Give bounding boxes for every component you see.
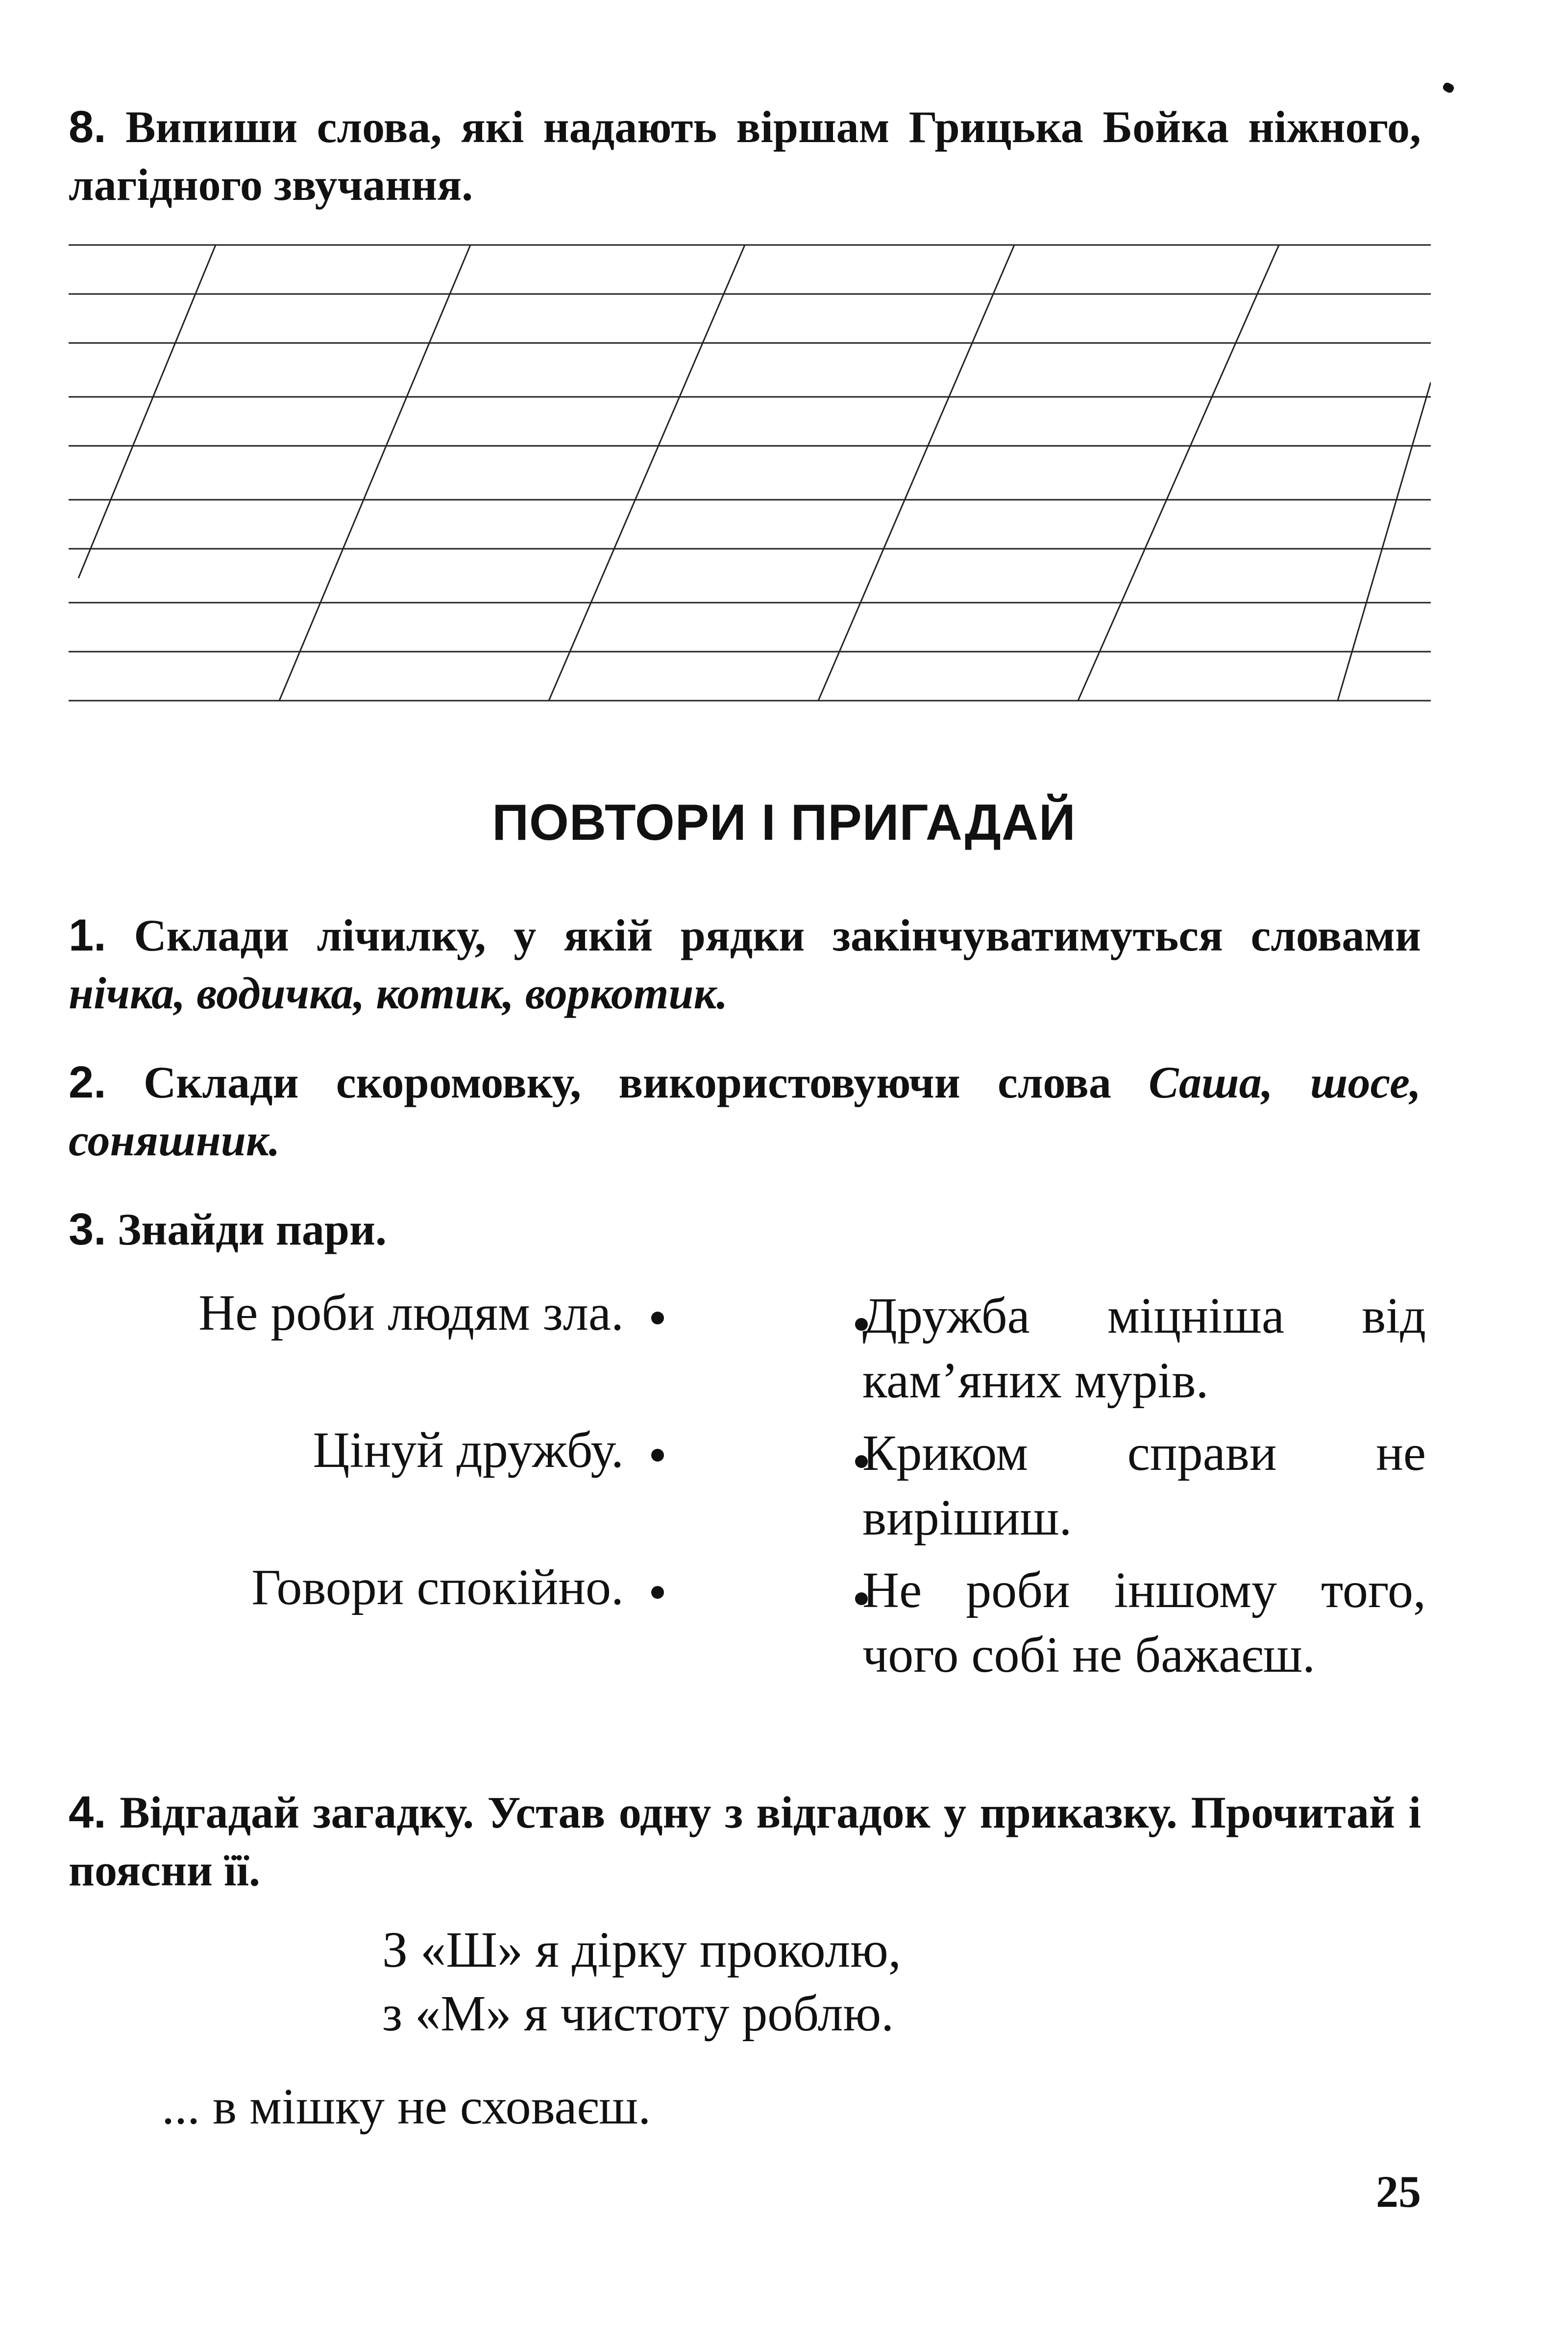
- slant-line: [1338, 382, 1431, 701]
- task-2-number: 2.: [69, 1057, 106, 1107]
- task-1-number: 1.: [69, 910, 106, 960]
- slant-line: [1078, 245, 1279, 701]
- task-8-number: 8.: [69, 102, 106, 152]
- task-2-words: Саша, шосе, соняшник.: [69, 1057, 1421, 1165]
- section-heading: ПОВТОРИ І ПРИГАДАЙ: [492, 794, 1076, 851]
- pair-right-item: [862, 1284, 1426, 1413]
- slant-line: [78, 245, 216, 578]
- pair-left-item: [251, 1558, 664, 1616]
- riddle-line-1: З «Ш» я дірку проколю,: [382, 1922, 901, 1978]
- task-1: [69, 906, 1421, 1022]
- match-dot[interactable]: [651, 1586, 664, 1599]
- slant-line: [279, 245, 470, 701]
- task-8-text: Випиши слова, які надають віршам Грицька Бойка ніжного, лагідного звучання.: [69, 102, 1421, 210]
- pair-right-text: Дружба міцніша від кам’яних мурів.: [862, 1288, 1426, 1409]
- print-speck: [1442, 81, 1455, 95]
- pair-left-text: Не роби людям зла.: [198, 1285, 624, 1341]
- task-4-number: 4.: [69, 1787, 106, 1837]
- pair-right-text: Не роби іншому того, чого собі не бажаєш.: [862, 1562, 1426, 1683]
- task-3-text: Знайди пари.: [117, 1204, 387, 1254]
- task-1-text: Склади лічилку, у якій рядки закінчуватимуться словами: [134, 910, 1421, 960]
- pair-left-text: Говори спокійно.: [251, 1559, 624, 1615]
- task-3-number: 3.: [69, 1204, 106, 1254]
- match-dot[interactable]: [651, 1312, 664, 1324]
- task-2-text: Склади скоромовку, використовуючи слова: [143, 1057, 1111, 1107]
- page-number: 25: [1376, 2167, 1421, 2217]
- task-2: [69, 1053, 1421, 1169]
- task-1-words: нічка, водичка, котик, воркотик.: [69, 968, 728, 1018]
- pair-right-item: [862, 1558, 1426, 1687]
- proverb-gap-line: ... в мішку не сховаєш.: [162, 2078, 651, 2135]
- pair-left-item: [313, 1421, 664, 1479]
- slant-line: [818, 245, 1014, 701]
- match-dot[interactable]: [651, 1449, 664, 1462]
- pair-right-text: Криком справи не вирішиш.: [862, 1425, 1426, 1546]
- handwriting-grid[interactable]: [69, 235, 1431, 735]
- task-4: [69, 1783, 1421, 1899]
- pair-left-text: Цінуй дружбу.: [313, 1422, 624, 1478]
- slant-line: [549, 245, 745, 701]
- task-3: [69, 1200, 1421, 1258]
- task-8: [69, 98, 1421, 214]
- pair-left-item: [198, 1284, 664, 1342]
- riddle-line-2: з «М» я чистоту роблю.: [382, 1985, 894, 2042]
- pair-right-item: [862, 1421, 1426, 1550]
- task-4-text: Відгадай загадку. Устав одну з відгадок у приказку. Прочитай і поясни її.: [69, 1787, 1421, 1895]
